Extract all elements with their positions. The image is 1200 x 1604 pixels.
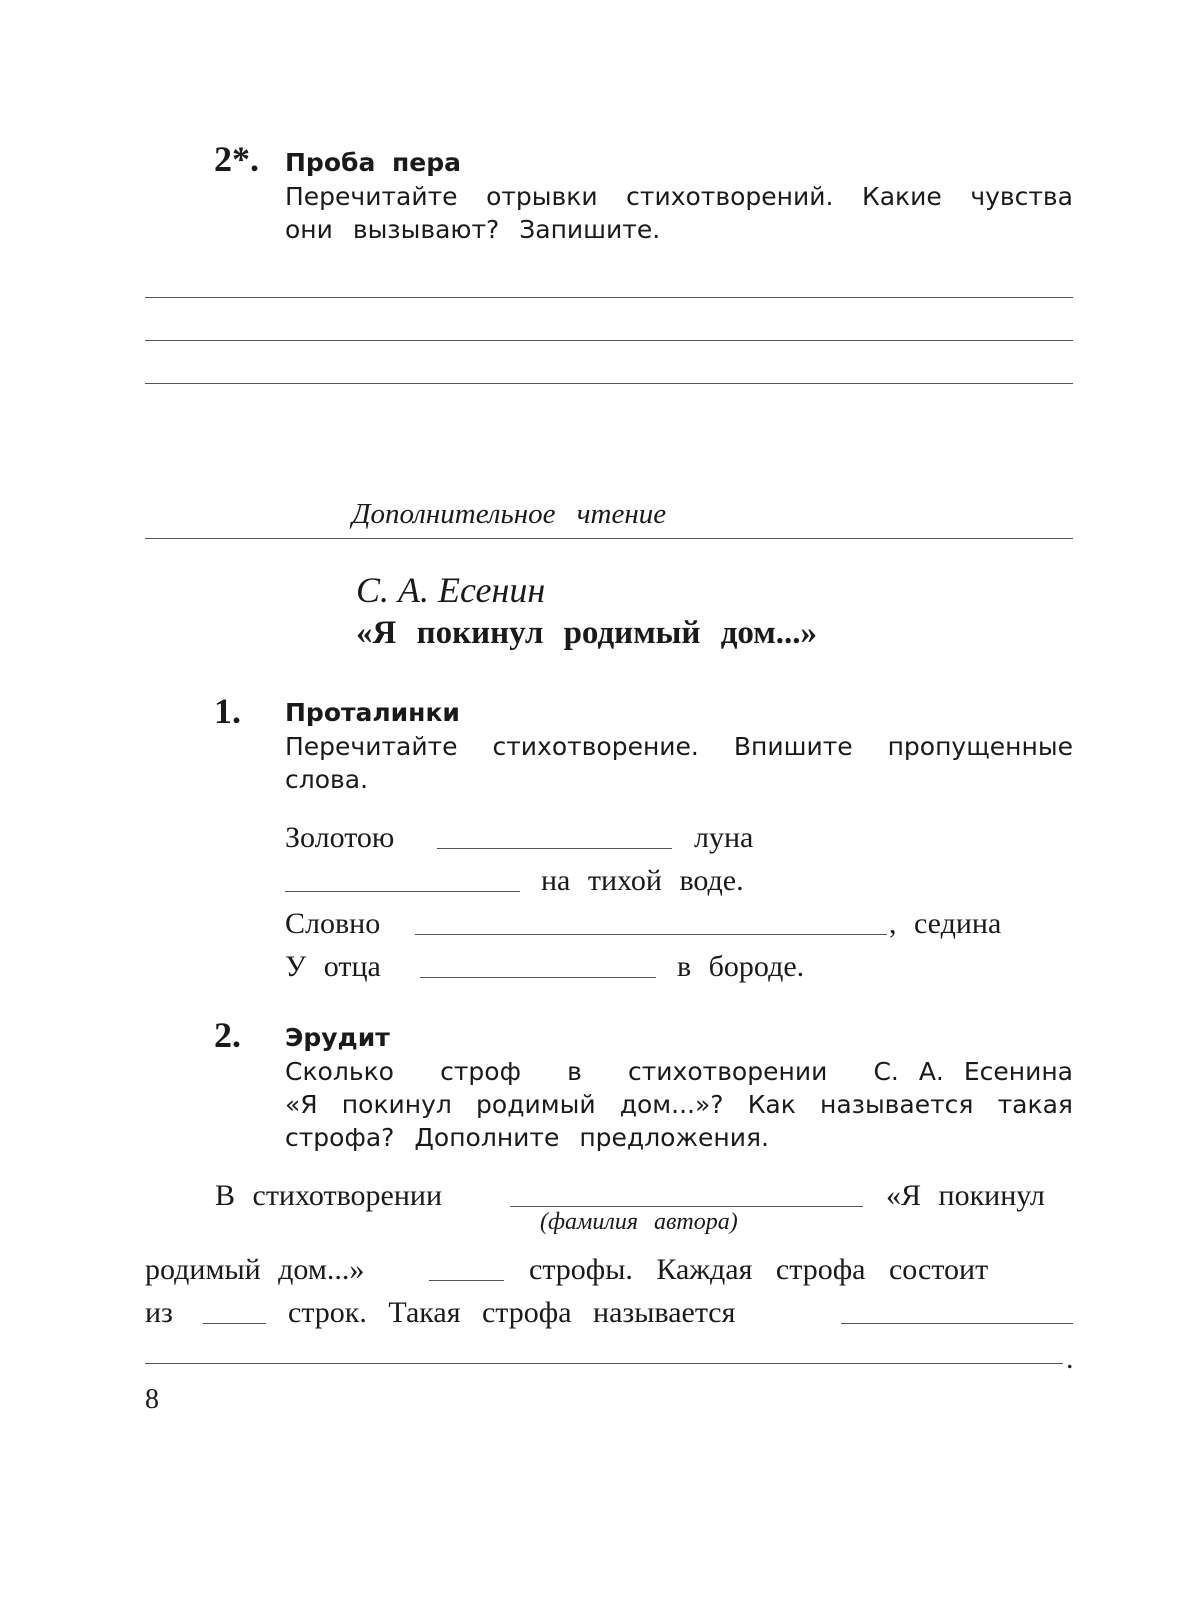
task-title: Эрудит [285, 1023, 390, 1052]
sentence-text: родимый дом...» [145, 1253, 365, 1286]
word: С. А. Есенина [873, 1057, 1073, 1086]
author-surname-field[interactable] [510, 1206, 863, 1207]
task-text: строфа? Дополните предложения. [285, 1123, 769, 1152]
poem-line-text: на тихой воде. [541, 864, 744, 897]
task-text [285, 180, 1073, 214]
poem-line-text: У отца [285, 950, 381, 983]
task-number: 2*. [214, 139, 259, 179]
missing-word-field[interactable] [420, 977, 656, 978]
task-number: 1. [214, 691, 241, 731]
word: отрывки [486, 182, 598, 211]
stanza-name-field[interactable] [841, 1323, 1073, 1324]
page-number: 8 [145, 1384, 159, 1415]
missing-word-field[interactable] [415, 934, 887, 935]
poem-line-text: , седина [889, 907, 1002, 940]
poem-line-text: луна [694, 821, 754, 854]
task-text: они вызывают? Запишите. [285, 215, 661, 244]
word: Какие [861, 182, 942, 211]
task-text [285, 730, 1073, 764]
task-text: слова. [285, 765, 369, 794]
word: чувства [970, 182, 1073, 211]
word: родимый [476, 1090, 596, 1119]
word: стихотворении [627, 1057, 828, 1086]
word: Впишите [733, 732, 853, 761]
poem-title: «Я покинул родимый дом...» [356, 615, 817, 651]
word: Сколько [285, 1057, 394, 1086]
stanza-name-field-continued[interactable] [145, 1363, 1063, 1364]
sentence-text: из [145, 1296, 173, 1329]
word: покинул [341, 1090, 452, 1119]
period: . [1066, 1342, 1074, 1375]
divider [145, 538, 1073, 539]
word: в [567, 1057, 582, 1086]
word: стихотворение. [492, 732, 699, 761]
word: стихотворений. [626, 182, 834, 211]
missing-word-field[interactable] [285, 891, 520, 892]
poem-line-text: Золотою [285, 821, 395, 854]
task-title: Проба пера [285, 148, 462, 177]
answer-line[interactable] [145, 340, 1073, 341]
poem-line-text: в бороде. [677, 950, 805, 983]
sentence-text: В стихотворении [215, 1179, 443, 1212]
field-hint: (фамилия автора) [540, 1209, 738, 1235]
word: Перечитайте [285, 732, 458, 761]
author: С. А. Есенин [356, 570, 546, 610]
answer-line[interactable] [145, 297, 1073, 298]
word: «Я [285, 1090, 318, 1119]
word: дом...»? [619, 1090, 724, 1119]
task-number: 2. [214, 1015, 241, 1055]
word: Перечитайте [285, 182, 458, 211]
missing-word-field[interactable] [437, 848, 672, 849]
answer-line[interactable] [145, 383, 1073, 384]
sentence-text: «Я покинул [886, 1179, 1045, 1212]
line-count-field[interactable] [203, 1323, 266, 1324]
task-title: Проталинки [285, 698, 460, 727]
stanza-count-field[interactable] [429, 1280, 504, 1281]
word: строф [440, 1057, 521, 1086]
word: такая [997, 1090, 1073, 1119]
section-heading: Дополнительное чтение [352, 498, 667, 530]
task-text [285, 1088, 1073, 1122]
task-text [285, 1055, 1073, 1089]
poem-line-text: Словно [285, 907, 381, 940]
word: пропущенные [887, 732, 1073, 761]
word: называется [819, 1090, 974, 1119]
sentence-text: строфы. Каждая строфа состоит [529, 1253, 989, 1286]
sentence-text: строк. Такая строфа называется [288, 1296, 736, 1329]
word: Как [747, 1090, 796, 1119]
